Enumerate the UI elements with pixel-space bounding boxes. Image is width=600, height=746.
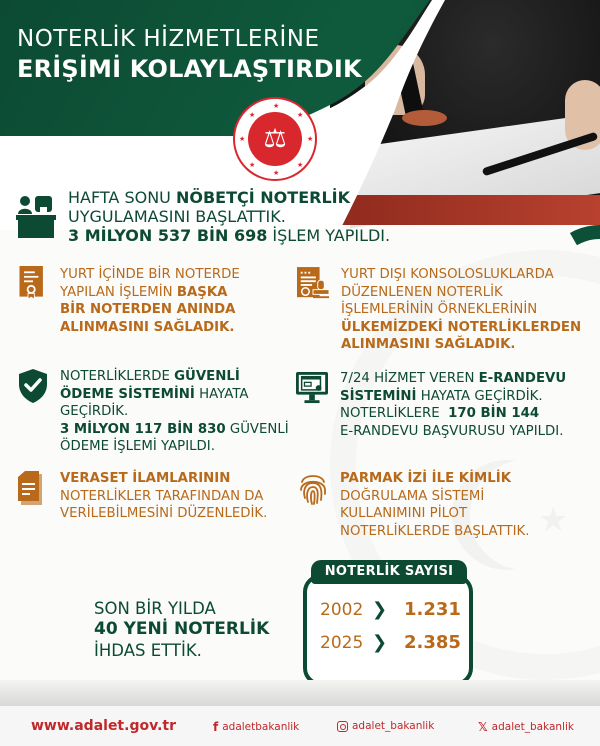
title-line-2: ERİŞİMİ KOLAYLAŞTIRDIK [17, 55, 362, 83]
footer [0, 706, 600, 746]
chevron-right-icon: ❯ [372, 632, 388, 653]
instagram-link[interactable]: adalet_bakanlik [337, 720, 434, 732]
star-icon: ★ [249, 161, 256, 169]
shield-check-icon [18, 368, 48, 404]
intro-line-2: UYGULAMASINI BAŞLATTIK. [68, 207, 286, 226]
star-icon: ★ [307, 135, 314, 143]
count-row: 2002 ❯ 1.231 [320, 599, 461, 620]
star-icon: ★ [297, 161, 304, 169]
notary-count-box [303, 574, 473, 686]
feature-secure-payment: NOTERLİKLERDE GÜVENLİ ÖDEME SİSTEMİNİ HAYATA GEÇİRDİK. 3 MİLYON 117 BİN 830 GÜVENLİ ÖDEME İŞLEMİ YAPILDI. [18, 368, 289, 456]
website-link[interactable]: www.adalet.gov.tr [31, 718, 176, 734]
document-icon [18, 470, 48, 506]
weekend-notary-section [16, 188, 390, 245]
feature-inheritance-certificate: VERASET İLAMLARININ NOTERLİKLER TARAFINDAN DA VERİLEBİLMESİNİ DÜZENLEDİK. [18, 470, 267, 523]
divider [0, 680, 600, 706]
feature-domestic-notary: YURT İÇİNDE BİR NOTERDE YAPILAN İŞLEMİN BAŞKA BİR NOTERDEN ANINDA ALINMASINI SAĞLADIK. [18, 266, 240, 336]
stamp-base [402, 110, 447, 126]
star-icon: ★ [273, 102, 280, 110]
facebook-link[interactable]: f adaletbakanlik [213, 720, 300, 734]
star-icon: ★ [239, 135, 246, 143]
facebook-icon: f [213, 720, 219, 734]
count-row: 2025 ❯ 2.385 [320, 632, 461, 653]
x-link[interactable]: 𝕏 adalet_bakanlik [478, 720, 574, 734]
star-watermark [538, 500, 568, 540]
scales-of-justice-icon: ⚖ [248, 112, 302, 166]
instagram-icon [337, 721, 348, 732]
notary-count-title: NOTERLİK SAYISI [311, 560, 467, 584]
page-title [17, 24, 362, 84]
feature-e-appointment: 7/24 HİZMET VEREN E-RANDEVU SİSTEMİNİ HAYATA GEÇİRDİK. NOTERLİKLERE 170 BİN 144 E-RANDEVU BAŞVURUSU YAPILDI. [296, 370, 566, 440]
fingerprint-icon [298, 470, 328, 506]
new-notaries-summary: SON BİR YILDA 40 YENİ NOTERLİK İHDAS ETTİK. [94, 599, 270, 660]
star-icon: ★ [273, 169, 280, 177]
title-line-1: NOTERLİK HİZMETLERİNE [17, 26, 320, 52]
document-stamp-icon [297, 266, 329, 302]
ministry-seal-icon [233, 97, 317, 181]
monitor-appointment-icon [296, 370, 328, 406]
notary-desk-icon [16, 192, 56, 240]
intro-line-3: 3 MİLYON 537 BİN 698 İŞLEM YAPILDI. [68, 226, 391, 245]
certificate-icon [18, 266, 48, 302]
x-icon: 𝕏 [478, 720, 488, 734]
feature-fingerprint-id: PARMAK İZİ İLE KİMLİK DOĞRULAMA SİSTEMİ KULLANIMINI PİLOT NOTERLİKLERDE BAŞLATTIK. [298, 470, 529, 540]
feature-consulate-notary: YURT DIŞI KONSOLOSLUKLARDA DÜZENLENEN NOTERLİK İŞLEMLERİNİN ÖRNEKLERİNİN ÜLKEMİZDEKİ NOTERLİKLERDEN ALINMASINI SAĞLADIK. [297, 266, 581, 354]
chevron-right-icon: ❯ [372, 599, 388, 620]
star-icon: ★ [249, 111, 256, 119]
intro-line-1: HAFTA SONU NÖBETÇİ NOTERLİK [68, 188, 350, 207]
star-icon: ★ [297, 111, 304, 119]
